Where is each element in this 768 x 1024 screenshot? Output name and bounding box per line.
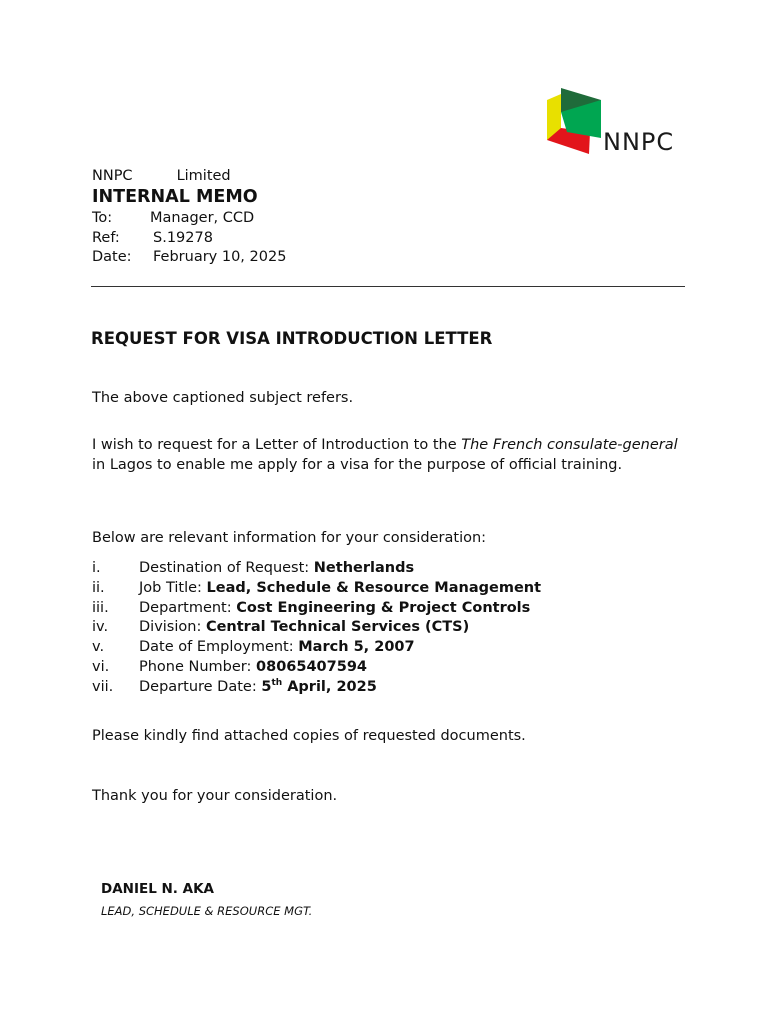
list-item-label: Department: (139, 599, 237, 616)
date-value: February 10, 2025 (153, 249, 287, 265)
list-item-value (261, 679, 376, 695)
company-name-part1: NNPC (92, 168, 133, 184)
nnpc-logo-icon (545, 86, 605, 158)
list-item-number: iii. (92, 599, 109, 616)
list-item-value: Central Technical Services (CTS) (205, 619, 470, 636)
list-item-value: Cost Engineering & Project Controls (236, 599, 531, 616)
memo-ref-row (92, 231, 213, 246)
company-name-part2: Limited (176, 168, 231, 184)
list-item-value: Lead, Schedule & Resource Management (206, 579, 542, 596)
list-item (92, 678, 692, 698)
company-name (92, 169, 231, 184)
list-item-label: Job Title: (139, 579, 207, 596)
to-value: Manager, CCD (150, 210, 255, 226)
list-item-label: Division: (139, 619, 206, 636)
signatory-name: DANIEL N. AKA (101, 881, 214, 897)
signatory-title: LEAD, SCHEDULE & RESOURCE MGT. (101, 904, 313, 918)
intro-paragraph: The above captioned subject refers. (92, 390, 354, 406)
request-text-end: in Lagos to enable me apply for a visa for the purpose of official training. (92, 457, 623, 473)
ref-value: S.19278 (153, 230, 213, 246)
list-item-value: March 5, 2007 (298, 639, 415, 656)
logo-text: NNPC (603, 128, 675, 156)
list-item (92, 599, 692, 619)
list-item-number: vi. (92, 658, 110, 675)
list-item-number: iv. (92, 619, 109, 636)
list-item-number: ii. (92, 579, 105, 596)
request-text-start: I wish to request for a Letter of Introduction to the (92, 437, 462, 453)
memo-subject: REQUEST FOR VISA INTRODUCTION LETTER (91, 329, 493, 348)
list-item-label: Date of Employment: (139, 639, 299, 656)
list-item-number: v. (92, 639, 105, 656)
company-logo (545, 86, 690, 158)
list-item-value: Netherlands (313, 560, 415, 576)
list-item (92, 618, 692, 638)
list-item (92, 638, 692, 658)
memo-date-row (92, 250, 286, 265)
departure-day-suffix: th (271, 677, 283, 688)
list-item (92, 579, 692, 599)
memo-title: INTERNAL MEMO (92, 187, 258, 207)
ref-label: Ref: (92, 230, 120, 246)
info-intro-paragraph: Below are relevant information for your consideration: (92, 530, 487, 546)
list-item-number: i. (92, 560, 101, 576)
departure-day: 5 (261, 678, 272, 695)
memo-to-row (92, 211, 254, 226)
request-paragraph (92, 435, 682, 475)
header-divider (91, 286, 685, 287)
to-label: To: (92, 210, 113, 226)
date-label: Date: (92, 249, 132, 265)
list-item-label: Destination of Request: (139, 560, 314, 576)
list-item-value: 08065407594 (256, 658, 367, 675)
list-item-label: Departure Date: (139, 678, 262, 695)
attachments-paragraph: Please kindly find attached copies of requested documents. (92, 728, 526, 744)
list-item (92, 658, 692, 678)
info-list (92, 559, 692, 698)
consulate-name: The French consulate-general (461, 437, 678, 453)
list-item-number: vii. (92, 678, 114, 695)
departure-month-year: April, 2025 (282, 678, 377, 695)
list-item-label: Phone Number: (139, 658, 257, 675)
list-item (92, 559, 692, 579)
closing-paragraph: Thank you for your consideration. (92, 788, 338, 804)
